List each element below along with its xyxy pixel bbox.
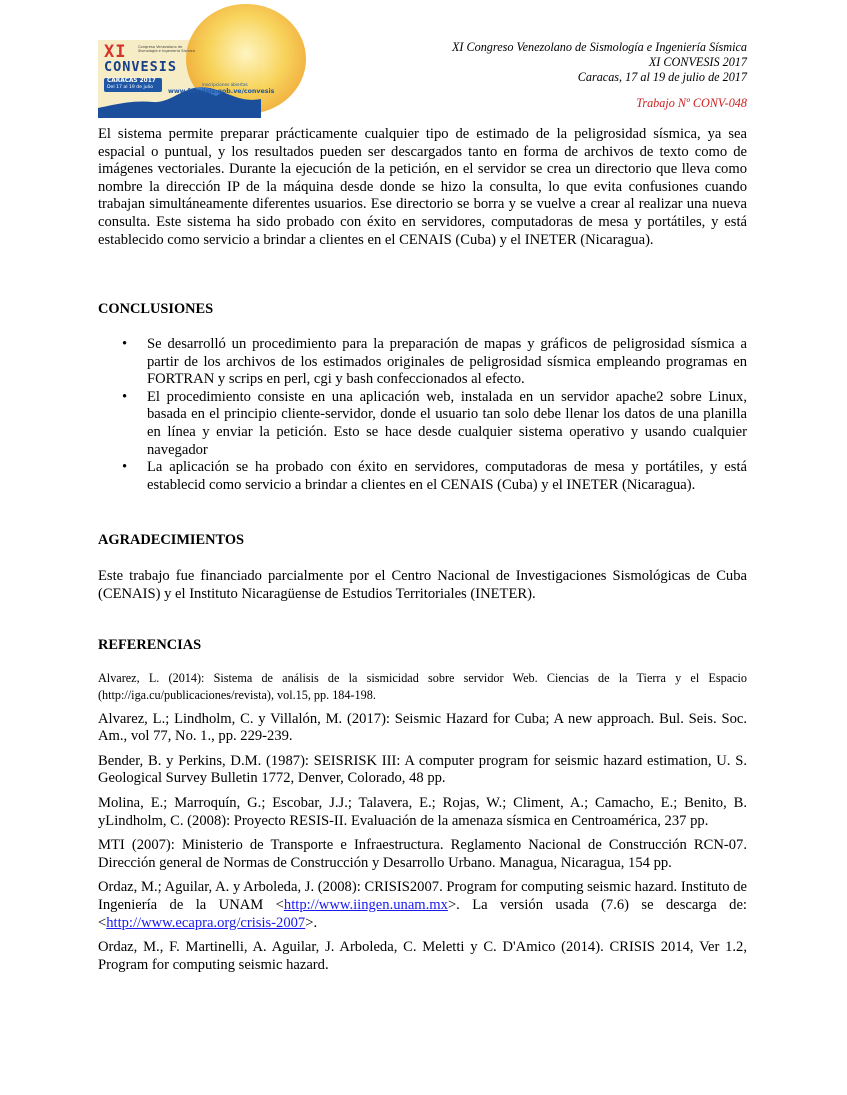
list-item-text: Se desarrolló un procedimiento para la preparación de mapas y gráficos de peligrosidad sísmica a partir de los archivos de los estimados originales de peligrosidad sísmica empleando programas en FORTRAN y scrips en perl, cgi y bash confeccionados al efecto.: [147, 336, 747, 388]
reference-item: MTI (2007): Ministerio de Transporte e Infraestructura. Reglamento Nacional de Construcción RCN-07. Dirección general de Normas de Construcción y Desarrollo Urbano. Managua, Nicaragua, 154 pp.: [98, 837, 747, 871]
logo-roman-numeral: XI: [104, 42, 127, 62]
reference-item: [98, 879, 747, 932]
conclusions-heading: CONCLUSIONES: [98, 301, 214, 317]
list-item-text: El procedimiento consiste en una aplicación web, instalada en un servidor apache2 sobre Linux, basada en el principio cliente-servidor, donde el usuario tan solo debe llenar los datos de una planilla en línea y enviar la petición. Esto se hace desde cualquier sistema operativo y usando cualquier navegador: [147, 388, 747, 458]
logo-inscriptions: inscripciones abiertas: [202, 82, 248, 87]
logo-dates: Del 17 al 19 de julio: [107, 85, 154, 90]
bullet-icon: •: [122, 336, 128, 352]
reference-text: >. La versión usada (7.6) se descarga de: <: [98, 896, 747, 931]
header-line-2: XI CONVESIS 2017: [648, 55, 747, 70]
ecapra-link[interactable]: http://www.ecapra.org/crisis-2007: [106, 914, 306, 931]
reference-item: Alvarez, L. (2014): Sistema de análisis de la sismicidad sobre servidor Web. Ciencias de la Tierra y el Espacio (http://iga.cu/publicaciones/revista), vol.15, pp. 184-198.: [98, 671, 747, 702]
conference-header: [452, 40, 747, 111]
paper-id: Trabajo Nº CONV-048: [636, 95, 747, 110]
header-line-1: XI Congreso Venezolano de Sismología e Ingeniería Sísmica: [451, 40, 747, 54]
list-item: [98, 459, 747, 494]
acknowledgements-text: Este trabajo fue financiado parcialmente por el Centro Nacional de Investigaciones Sismológicas de Cuba (CENAIS) y el Instituto Nicaragüense de Estudios Territoriales (INETER).: [98, 568, 747, 602]
header-line-3: Caracas, 17 al 19 de julio de 2017: [577, 70, 747, 85]
reference-text: >.: [305, 914, 318, 931]
references-heading: REFERENCIAS: [98, 637, 202, 653]
bullet-icon: •: [122, 388, 128, 405]
iingen-link[interactable]: http://www.iingen.unam.mx: [283, 896, 448, 913]
reference-item: Molina, E.; Marroquín, G.; Escobar, J.J.; Talavera, E.; Rojas, W.; Climent, A.; Camacho, E.; Benito, B. yLindholm, C. (2008): Proyecto RESIS-II. Evaluación de la amenaza sísmica en Centroamérica, 237 pp.: [98, 794, 747, 829]
reference-item: Ordaz, M., F. Martinelli, A. Aguilar, J. Arboleda, C. Meletti y C. D'Amico (2014). CRISIS 2014, Ver 1.2, Program for computing seismic hazard.: [98, 939, 747, 973]
list-item: [98, 336, 747, 389]
list-item-text: La aplicación se ha probado con éxito en servidores, computadoras de mesa y portátiles, y está establecid como servicio a brindar a clientes en el CENAIS (Cuba) y el INETER (Nicaragua).: [147, 459, 747, 493]
reference-text: Ordaz, M.; Aguilar, A. y Arboleda, J. (2008): CRISIS2007. Program for computing seismic hazard. Instituto de Ingeniería de la UNAM <: [98, 879, 747, 913]
reference-item: Bender, B. y Perkins, D.M. (1987): SEISRISK III: A computer program for seismic hazard estimation, U. S. Geological Survey Bulletin 1772, Denver, Colorado, 48 pp.: [98, 752, 747, 787]
references-list: [98, 670, 747, 981]
logo-website: www.funvisis.gob.ve/convesis: [168, 88, 275, 95]
bullet-icon: •: [122, 459, 128, 476]
conclusions-list: [98, 336, 747, 494]
logo-city: CARACAS 2017: [107, 78, 156, 84]
logo-name: CONVESIS: [104, 59, 178, 75]
list-item: [98, 389, 747, 459]
reference-item: Alvarez, L.; Lindholm, C. y Villalón, M. (2017): Seismic Hazard for Cuba; A new approach. Bul. Seis. Soc. Am., vol 77, No. 1., pp. 229-239.: [98, 710, 747, 745]
logo-tagline: Congreso Venezolano de Sismología e Ingeniería Sísmica: [138, 45, 195, 54]
convesis-logo: [98, 40, 275, 118]
intro-paragraph: El sistema permite preparar prácticamente cualquier tipo de estimado de la peligrosidad sísmica, ya sea espacial o puntual, y los resultados pueden ser descargados tanto en forma de archivos de texto como de imágenes vectoriales. Durante la ejecución de la petición, en el servidor se crea un directorio que lleva como nombre la dirección IP de la máquina desde donde se hizo la consulta, lo que evita confusiones cuando trabajan simultáneamente diferentes usuarios. Ese directorio se borra y se vuelve a crear al realizar una nueva consulta. Este sistema ha sido probado con éxito en servidores, computadoras de mesa y portátiles, y está establecido como servicio a brindar a clientes en el CENAIS (Cuba) y el INETER (Nicaragua).: [98, 126, 747, 248]
acknowledgements-heading: AGRADECIMIENTOS: [98, 532, 245, 548]
